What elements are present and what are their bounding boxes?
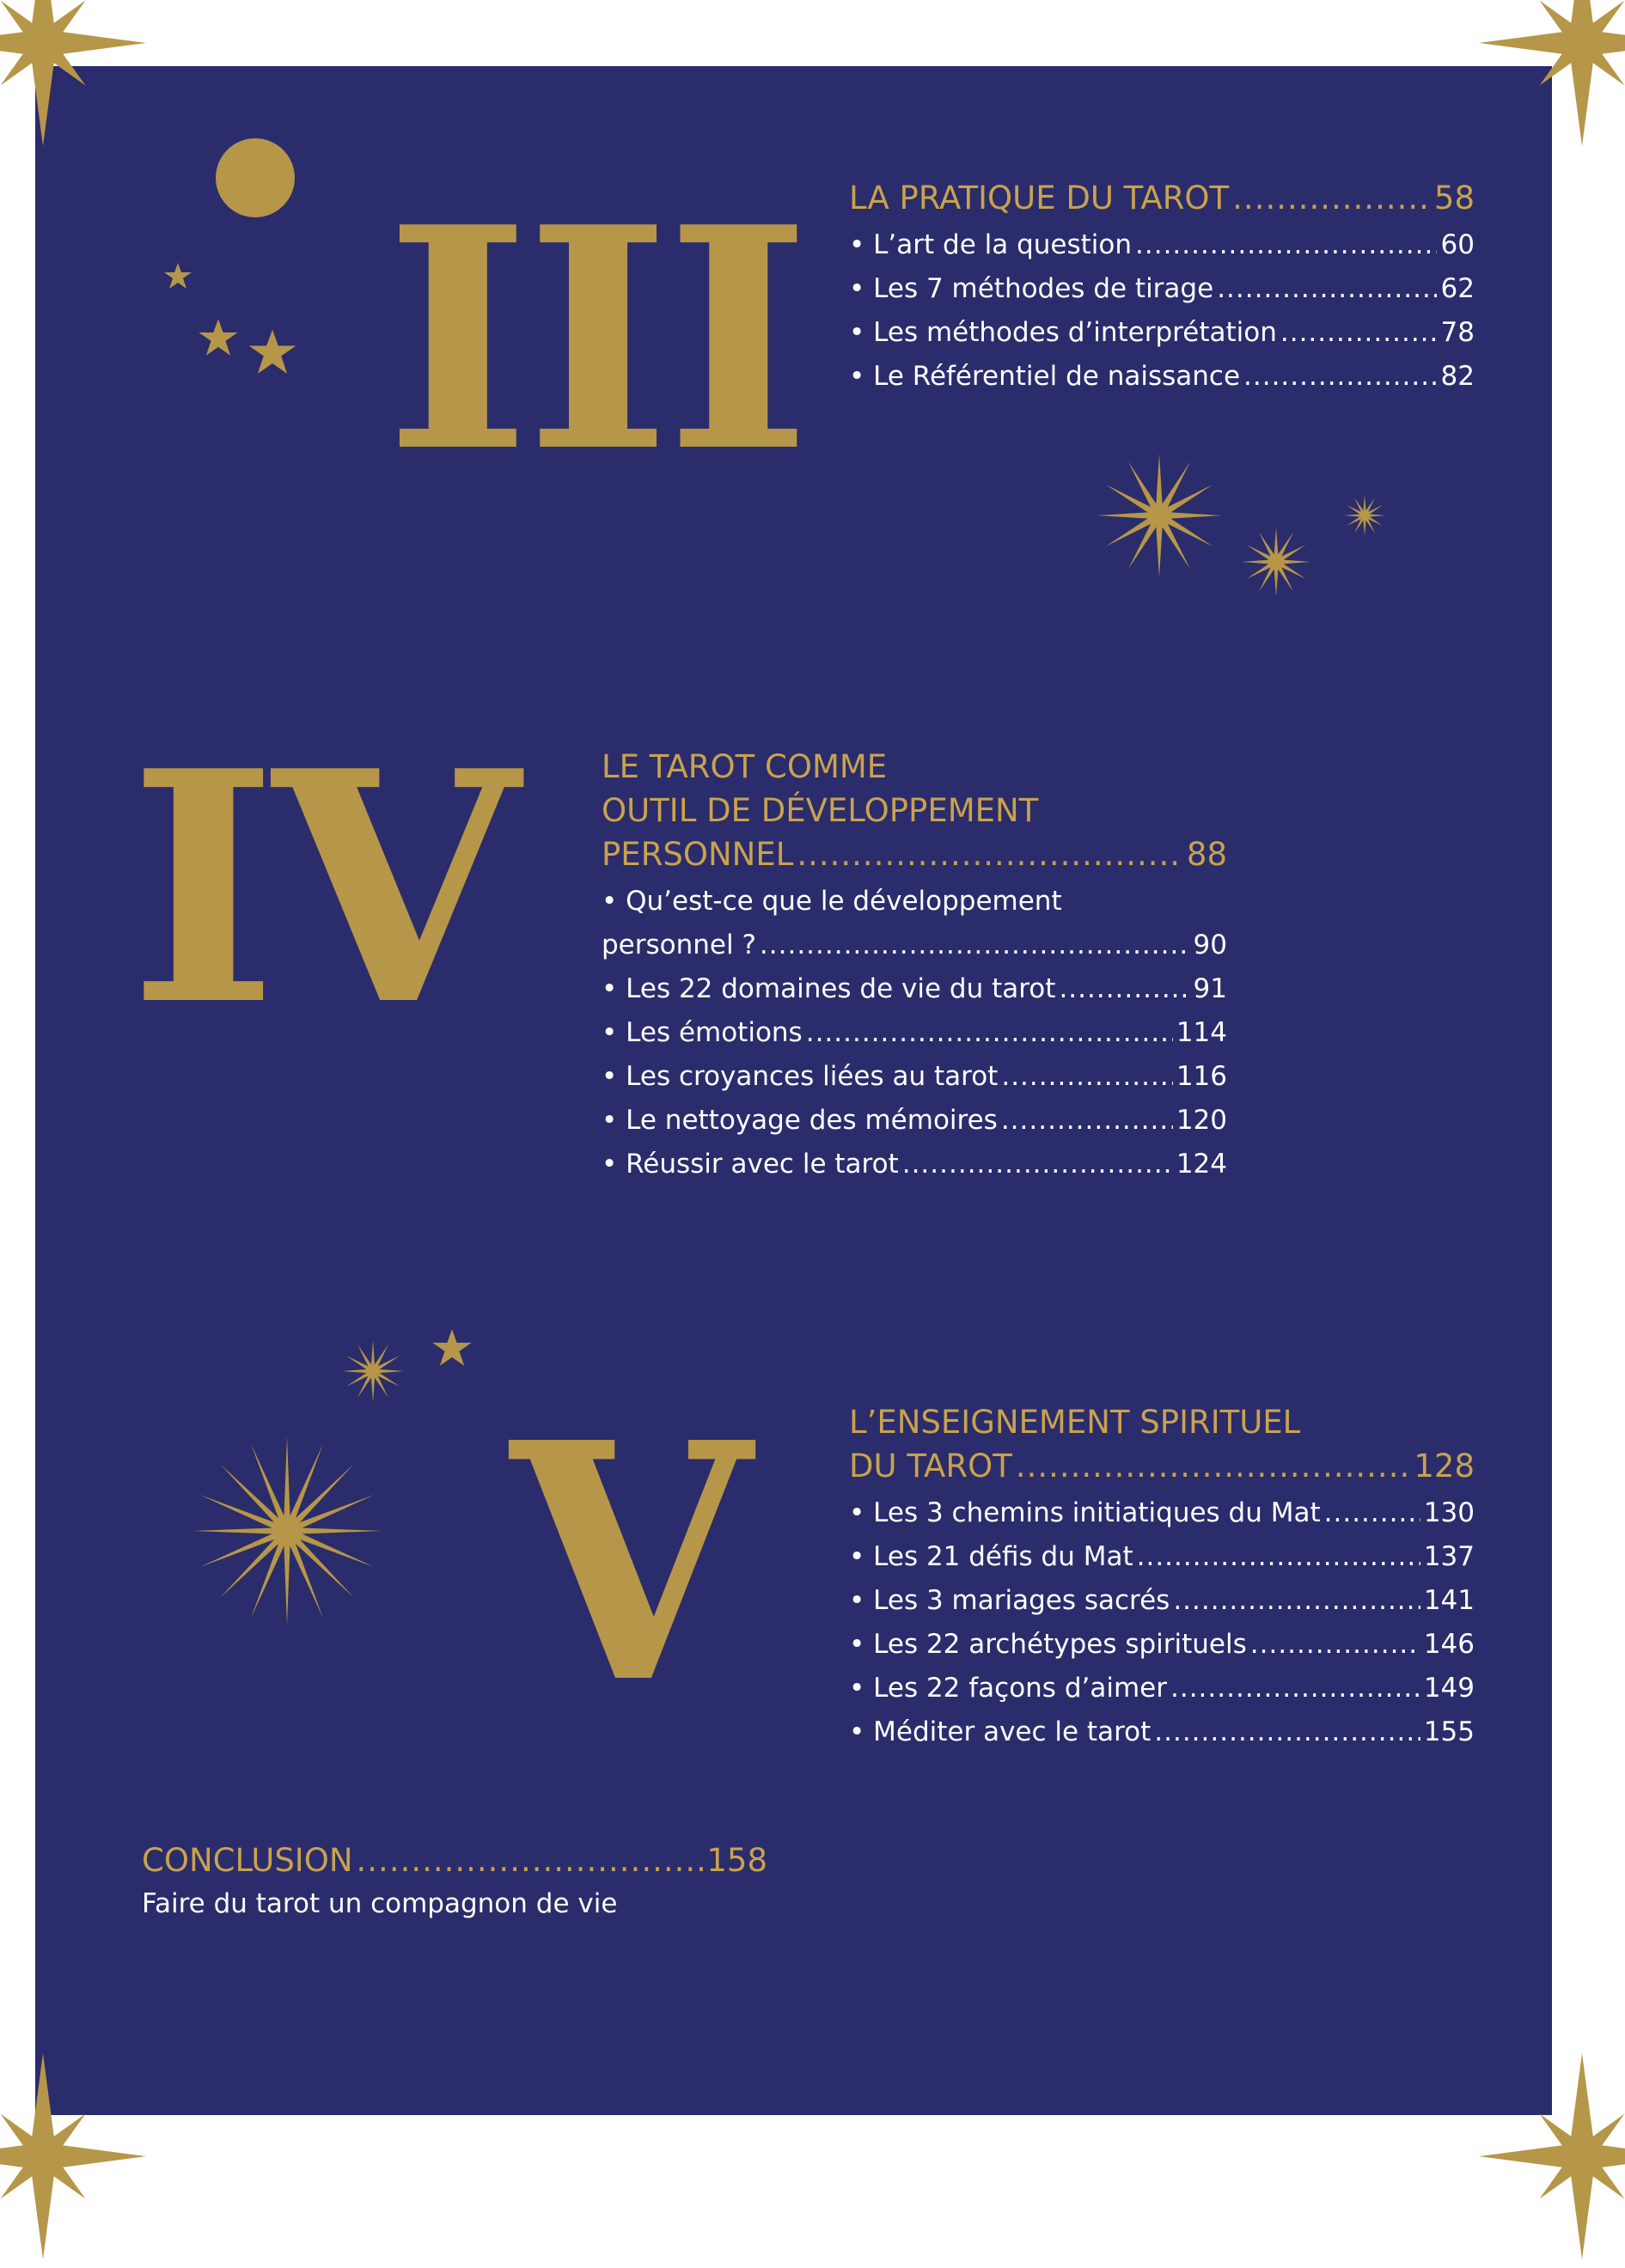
conclusion-section [142, 1838, 767, 1926]
section-title[interactable]: LE TAROT COMME OUTIL DE DÉVELOPPEMENT PERSONNEL ..... 88 [602, 745, 1227, 876]
conclusion-title[interactable]: CONCLUSION ..... 158 [142, 1838, 767, 1882]
page-number: 116 [1176, 1061, 1227, 1092]
dot-leader [1232, 176, 1431, 220]
section-numeral: IV [129, 703, 515, 1076]
toc-entry[interactable]: • Les 22 façons d’aimer ..... 149 [849, 1667, 1475, 1710]
dot-leader [1217, 267, 1437, 311]
toc-entry[interactable]: • Les 21 défis du Mat ..... 137 [849, 1535, 1475, 1579]
section-numeral: III [385, 161, 806, 519]
star-icon [163, 262, 192, 291]
sunburst-icon [1095, 451, 1224, 580]
page-number: 149 [1423, 1673, 1475, 1704]
toc-entry[interactable]: • Les 22 archétypes spirituels ..... 146 [849, 1623, 1475, 1667]
page-number: 155 [1423, 1716, 1475, 1747]
dot-leader [1137, 1535, 1420, 1579]
page-number: 90 [1193, 930, 1227, 960]
sunburst-icon [340, 1338, 406, 1404]
dot-leader [1154, 1710, 1420, 1754]
page-number: 114 [1176, 1017, 1227, 1048]
dot-leader [902, 1143, 1173, 1186]
dot-leader [1016, 1444, 1411, 1488]
section-title[interactable]: LA PRATIQUE DU TAROT ..... 58 [849, 176, 1475, 220]
page-number: 141 [1423, 1585, 1475, 1616]
dot-leader [1135, 223, 1437, 267]
page-number: 91 [1193, 973, 1227, 1004]
dot-leader [797, 832, 1183, 876]
dot-leader [1001, 1055, 1172, 1099]
toc-entry[interactable]: • Réussir avec le tarot ..... 124 [602, 1143, 1227, 1186]
toc-entry[interactable]: • Les émotions ..... 114 [602, 1011, 1227, 1055]
moon-icon [215, 137, 296, 218]
corner-star-icon [1470, 2045, 1625, 2268]
toc-section [849, 1400, 1475, 1754]
page-number: 78 [1440, 317, 1475, 348]
corner-star-icon [0, 2045, 155, 2268]
dot-leader [1170, 1667, 1420, 1710]
dot-leader [1250, 1623, 1420, 1667]
dot-leader [1324, 1491, 1420, 1535]
page-number: 120 [1176, 1105, 1227, 1136]
page-number: 62 [1440, 273, 1475, 304]
toc-entry[interactable]: • Qu’est-ce que le développement personnel ? ..... 90 [602, 880, 1227, 967]
star-icon [431, 1328, 473, 1369]
dot-leader [1001, 1099, 1173, 1143]
dot-leader [357, 1838, 704, 1882]
toc-entry[interactable]: • Les 7 méthodes de tirage ..... 62 [849, 267, 1475, 311]
toc-entry[interactable]: • Le Référentiel de naissance ..... 82 [849, 355, 1475, 399]
page-number: 137 [1423, 1541, 1475, 1572]
section-title[interactable]: L’ENSEIGNEMENT SPIRITUEL DU TAROT ..... 128 [849, 1400, 1475, 1488]
toc-section [602, 745, 1227, 1186]
toc-section [849, 176, 1475, 399]
toc-entry[interactable]: • Les 3 mariages sacrés ..... 141 [849, 1579, 1475, 1623]
toc-entry[interactable]: • Les 3 chemins initiatiques du Mat ..... 130 [849, 1491, 1475, 1535]
toc-entry[interactable]: • L’art de la question ..... 60 [849, 223, 1475, 267]
dot-leader [806, 1011, 1173, 1055]
corner-star-icon [1470, 0, 1625, 155]
star-icon [198, 318, 239, 359]
star-icon [247, 328, 297, 378]
page-number: 128 [1414, 1448, 1475, 1485]
toc-entry[interactable]: • Méditer avec le tarot ..... 155 [849, 1710, 1475, 1754]
page-number: 88 [1186, 836, 1227, 873]
toc-entry[interactable]: • Les 22 domaines de vie du tarot ..... 91 [602, 967, 1227, 1011]
sunburst-icon [1343, 494, 1386, 537]
sunburst-icon [1240, 526, 1312, 598]
toc-entry[interactable]: • Les méthodes d’interprétation ..... 78 [849, 311, 1475, 355]
dot-leader [1173, 1579, 1420, 1623]
dot-leader [1243, 355, 1437, 399]
dot-leader [1280, 311, 1437, 355]
page-number: 146 [1423, 1629, 1475, 1660]
page-number: 124 [1176, 1149, 1227, 1180]
dot-leader [760, 924, 1189, 967]
conclusion-subtitle: Faire du tarot un compagnon de vie [142, 1888, 618, 1919]
page-number: 158 [706, 1842, 767, 1879]
page-number: 130 [1423, 1497, 1475, 1528]
section-numeral: V [510, 1371, 752, 1755]
toc-entry[interactable]: • Le nettoyage des mémoires ..... 120 [602, 1099, 1227, 1143]
toc-entry[interactable]: • Les croyances liées au tarot ..... 116 [602, 1055, 1227, 1099]
page-number: 60 [1440, 229, 1475, 260]
page-number: 58 [1433, 180, 1475, 216]
page-number: 82 [1440, 361, 1475, 392]
dot-leader [1059, 967, 1189, 1011]
sunburst-icon [191, 1435, 383, 1627]
corner-star-icon [0, 0, 155, 155]
